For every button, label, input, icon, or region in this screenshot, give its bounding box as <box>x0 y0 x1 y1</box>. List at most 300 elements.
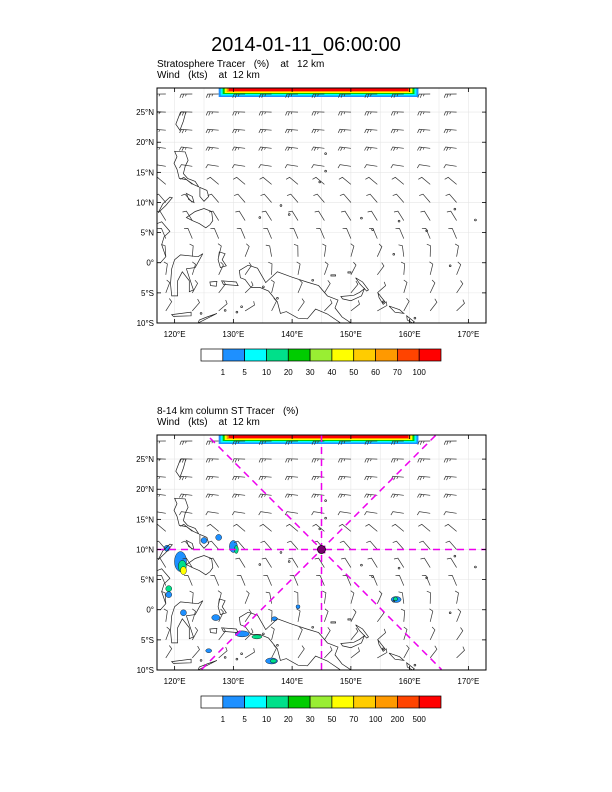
tracer-blob <box>212 615 220 621</box>
colorbar-label: 30 <box>305 368 315 377</box>
wind-barb <box>210 229 218 239</box>
wind-barb <box>391 147 404 151</box>
island <box>398 567 400 569</box>
wind-barb <box>391 165 404 169</box>
island <box>262 286 264 288</box>
wind-barb <box>324 646 332 658</box>
lat-label: 5°N <box>140 228 154 238</box>
wind-barb <box>444 441 456 445</box>
wind-barb <box>430 299 437 311</box>
wind-barb <box>313 524 325 531</box>
wind-barb <box>417 494 430 498</box>
tracer-blob <box>272 617 278 621</box>
colorbar-label: 50 <box>327 715 337 724</box>
wind-barb <box>298 646 304 658</box>
colorbar-box <box>201 349 223 361</box>
wind-barb <box>417 147 430 151</box>
wind-barb <box>366 194 377 202</box>
lat-label: 25°N <box>136 455 154 465</box>
wind-barb <box>158 229 166 239</box>
wind-barb <box>427 591 431 604</box>
wind-barb <box>218 591 221 604</box>
wind-barb <box>266 245 272 257</box>
panel2-title-line2: Wind (kts) at 12 km <box>157 417 260 428</box>
coastline <box>389 306 404 313</box>
wind-barb <box>294 244 298 256</box>
coastline <box>348 272 351 273</box>
wind-barb <box>234 194 245 202</box>
tracer-blob <box>166 592 172 598</box>
wind-barb <box>322 244 326 257</box>
wind-barb <box>263 229 271 239</box>
lon-label: 130°E <box>222 677 245 686</box>
wind-barb <box>419 194 430 202</box>
coastline <box>186 193 194 202</box>
wind-barb <box>377 263 384 275</box>
island <box>288 561 290 563</box>
wind-barb <box>210 576 218 586</box>
tracer-blob <box>216 534 222 540</box>
wind-barb <box>377 244 382 257</box>
panel1-map-content <box>153 82 486 326</box>
colorbar-box <box>419 349 441 361</box>
wind-barb <box>233 129 246 133</box>
wind-barb <box>235 211 245 220</box>
panel2-tracer-blobs <box>164 534 401 664</box>
colorbar-box <box>266 349 288 361</box>
wind-barb <box>156 558 166 567</box>
wind-barb <box>179 512 192 515</box>
wind-barb <box>206 494 219 498</box>
panel2-colorbar <box>201 696 441 724</box>
colorbar-box <box>354 696 376 708</box>
coastline <box>171 601 203 643</box>
wind-barb <box>190 244 194 257</box>
colorbar-label: 500 <box>412 715 426 724</box>
wind-barb <box>418 129 431 133</box>
wind-barb <box>166 646 172 658</box>
wind-barb <box>219 628 226 640</box>
wind-barb <box>259 512 272 515</box>
wind-barb <box>206 94 218 98</box>
wind-barb <box>324 609 328 622</box>
wind-barb <box>312 147 325 151</box>
wind-barb <box>208 194 219 202</box>
lat-label: 25°N <box>136 108 154 118</box>
wind-barb <box>271 627 274 640</box>
island <box>224 309 226 311</box>
panel1-title-line2: Wind (kts) at 12 km <box>157 70 260 81</box>
wind-barb <box>351 281 358 293</box>
colorbar-box <box>310 696 332 708</box>
wind-barb <box>156 211 166 220</box>
tracer-blob <box>201 537 207 543</box>
wind-barb <box>166 280 170 293</box>
wind-barb <box>391 512 404 515</box>
wind-barb <box>206 512 219 515</box>
island <box>325 517 327 519</box>
wind-barb <box>233 524 245 531</box>
wind-barb <box>232 147 245 151</box>
island <box>382 648 384 650</box>
wind-barb <box>232 165 245 169</box>
wind-barb <box>312 165 325 169</box>
wind-barb <box>396 576 404 586</box>
wind-barb <box>285 129 298 133</box>
island <box>449 265 451 267</box>
wind-barb <box>338 147 351 151</box>
wind-barb <box>316 229 324 239</box>
panel2-coastlines <box>157 459 476 673</box>
wind-barb <box>457 281 463 293</box>
wind-barb <box>315 211 325 220</box>
colorbar-box <box>310 349 332 361</box>
coastline <box>198 313 217 323</box>
panel1-tracer-band <box>219 88 419 97</box>
wind-barb <box>351 591 354 604</box>
island <box>382 301 384 303</box>
coastline <box>389 653 404 660</box>
wind-barb <box>288 558 298 567</box>
lon-label: 130°E <box>222 330 245 339</box>
coastline <box>158 197 172 213</box>
wind-barb <box>351 609 356 622</box>
island <box>224 656 226 658</box>
wind-barb <box>271 280 274 293</box>
wind-barb <box>401 609 405 622</box>
coastline <box>407 663 415 670</box>
wind-barb <box>421 211 431 220</box>
wind-barb <box>192 627 197 640</box>
island <box>288 214 290 216</box>
lat-label: 20°N <box>136 485 154 495</box>
island <box>205 325 207 327</box>
coastline <box>174 498 199 534</box>
colorbar-box <box>288 349 310 361</box>
wind-barb <box>457 628 463 640</box>
panel1-map <box>136 82 486 339</box>
wind-barb <box>404 298 409 311</box>
wind-barb <box>457 262 461 275</box>
wind-barb <box>430 646 437 658</box>
wind-barb <box>399 245 404 257</box>
wind-barb <box>341 558 351 567</box>
wind-barb <box>401 262 405 275</box>
wind-barb <box>237 576 245 586</box>
island <box>262 633 264 635</box>
page-title: 2014-01-11_06:00:00 <box>211 34 401 56</box>
wind-barb <box>192 299 199 311</box>
wind-barb <box>207 177 219 184</box>
wind-barb <box>192 262 195 275</box>
colorbar-box <box>397 696 419 708</box>
wind-barb <box>313 194 324 202</box>
wind-barb <box>430 262 433 275</box>
coastline <box>186 540 194 549</box>
lat-label: 15°N <box>136 515 154 525</box>
wind-barb <box>338 129 351 133</box>
wind-barb <box>404 280 407 293</box>
wind-barb <box>418 94 430 98</box>
wind-barb <box>184 576 192 586</box>
wind-barb <box>260 524 272 531</box>
wind-barb <box>392 524 404 531</box>
colorbar-label: 20 <box>283 715 293 724</box>
wind-barb <box>287 541 298 549</box>
wind-barb <box>206 147 219 151</box>
colorbar-label: 10 <box>262 715 271 724</box>
wind-barb <box>417 512 430 515</box>
wind-barb <box>192 280 197 293</box>
wind-barb <box>245 244 249 257</box>
wind-barb <box>235 558 245 567</box>
wind-barb <box>298 299 304 311</box>
wind-barb <box>268 262 272 275</box>
wind-barb <box>392 177 404 184</box>
colorbar-label: 1 <box>220 368 226 377</box>
island <box>205 672 207 674</box>
wind-barb <box>262 558 272 567</box>
wind-barb <box>287 194 298 202</box>
wind-barb <box>179 494 192 498</box>
colorbar-box <box>332 349 354 361</box>
wind-barb <box>368 211 378 220</box>
island <box>312 626 314 628</box>
wind-barb <box>313 177 325 184</box>
island <box>277 297 279 299</box>
panel2-title-line1: 8-14 km column ST Tracer (%) <box>157 406 299 417</box>
wind-barb <box>365 177 377 184</box>
wind-barb <box>418 177 430 184</box>
wind-barb <box>179 147 192 151</box>
wind-barb <box>419 541 430 549</box>
wind-barb <box>297 262 300 275</box>
wind-barb <box>393 541 404 549</box>
lat-label: 5°S <box>141 288 154 298</box>
panel1-gridlines <box>157 82 486 323</box>
wind-barb <box>259 147 272 151</box>
wind-barb <box>418 524 430 531</box>
wind-barb <box>444 147 457 151</box>
colorbar-box <box>397 349 419 361</box>
wind-barb <box>154 177 166 184</box>
lon-label: 140°E <box>281 330 304 339</box>
lat-label: 5°S <box>141 635 154 645</box>
wind-barb <box>285 165 298 169</box>
wind-barb <box>259 165 272 169</box>
lat-label: 10°S <box>136 319 154 328</box>
island <box>277 644 279 646</box>
crosshair-center-marker <box>318 545 326 553</box>
wind-barb <box>366 541 377 549</box>
coastline <box>378 293 386 304</box>
island <box>280 205 282 207</box>
wind-barb <box>444 129 457 133</box>
lat-label: 15°N <box>136 168 154 178</box>
wind-barb <box>316 576 324 586</box>
island <box>236 658 238 660</box>
wind-barb <box>365 524 377 531</box>
colorbar-label: 70 <box>349 715 359 724</box>
wind-barb <box>445 524 457 531</box>
colorbar-box <box>266 696 288 708</box>
wind-barb <box>180 524 192 531</box>
wind-barb <box>232 494 245 498</box>
colorbar-label: 5 <box>242 715 247 724</box>
wind-barb <box>245 262 251 274</box>
lat-label: 10°S <box>136 666 154 675</box>
island <box>200 312 202 314</box>
wind-barb <box>391 494 404 498</box>
wind-barb <box>294 591 298 603</box>
wind-barb <box>417 165 430 169</box>
wind-barb <box>312 129 325 133</box>
wind-barb <box>351 628 358 640</box>
wind-barb <box>166 299 172 311</box>
wind-barb <box>430 609 433 622</box>
lon-label: 140°E <box>281 677 304 686</box>
wind-barb <box>445 177 457 184</box>
island <box>414 317 416 319</box>
lat-label: 20°N <box>136 138 154 148</box>
wind-barb <box>315 558 325 567</box>
wind-barb <box>285 476 298 480</box>
colorbar-box <box>376 696 398 708</box>
colorbar-label: 70 <box>392 368 402 377</box>
colorbar-box <box>223 349 245 361</box>
lon-label: 170°E <box>457 330 480 339</box>
wind-barb <box>266 592 272 604</box>
wind-barb <box>180 94 192 98</box>
island <box>454 555 456 557</box>
wind-barb <box>153 129 166 133</box>
wind-barb <box>260 177 272 184</box>
colorbar-label: 5 <box>242 368 247 377</box>
wind-barb <box>206 476 219 480</box>
wind-barb <box>427 244 431 257</box>
coastline <box>210 628 217 633</box>
wind-barb <box>312 512 325 515</box>
lon-label: 160°E <box>398 677 421 686</box>
wind-barb <box>153 494 166 498</box>
wind-barb <box>179 165 192 169</box>
colorbar-label: 10 <box>262 368 271 377</box>
wind-barb <box>404 645 409 658</box>
wind-barb <box>153 512 166 515</box>
wind-barb <box>288 211 298 220</box>
wind-barb <box>153 441 165 445</box>
wind-barb <box>324 627 330 640</box>
wind-barb <box>340 194 351 202</box>
wind-barb <box>245 609 251 621</box>
panel1-coastlines <box>157 112 476 326</box>
wind-barb <box>444 165 457 169</box>
colorbar-label: 20 <box>283 368 293 377</box>
wind-barb <box>444 494 457 498</box>
wind-barb <box>233 476 246 480</box>
wind-barb <box>448 229 456 239</box>
panel2-tracer-band <box>219 435 419 444</box>
wind-barb <box>377 591 382 604</box>
wind-barb <box>245 648 254 658</box>
wind-barb <box>245 591 249 604</box>
wind-barb <box>272 645 277 658</box>
wind-barb <box>457 300 465 311</box>
wind-barb <box>351 262 356 275</box>
tracer-blob <box>166 586 172 592</box>
wind-barb <box>430 280 435 293</box>
coastline <box>176 112 186 130</box>
wind-barb <box>180 441 192 445</box>
wind-barb <box>430 627 435 640</box>
wind-barb <box>268 609 272 622</box>
island <box>454 208 456 210</box>
lat-label: 5°N <box>140 575 154 585</box>
island <box>259 564 261 566</box>
colorbar-box <box>332 696 354 708</box>
wind-barb <box>446 194 457 202</box>
island <box>475 566 477 568</box>
colorbar-label: 100 <box>412 368 426 377</box>
colorbar-box <box>223 696 245 708</box>
coastline <box>239 265 353 326</box>
wind-barb <box>261 541 272 549</box>
wind-barb <box>209 211 219 220</box>
wind-barb <box>158 576 166 586</box>
wind-barb <box>351 300 360 310</box>
wind-barb <box>421 558 431 567</box>
wind-barb <box>312 494 325 498</box>
wind-barb <box>219 281 226 293</box>
island <box>414 664 416 666</box>
wind-barb <box>218 244 221 257</box>
island <box>241 653 243 655</box>
colorbar-box <box>245 696 267 708</box>
coastline <box>174 151 199 187</box>
coastline <box>348 619 351 620</box>
wind-barb <box>180 476 193 480</box>
island <box>325 153 327 155</box>
island <box>449 612 451 614</box>
coastline <box>210 281 217 286</box>
colorbar-label: 200 <box>390 715 405 724</box>
wind-barb <box>261 194 272 202</box>
wind-barb <box>447 211 457 220</box>
wind-barb <box>290 229 298 239</box>
coastline <box>407 316 415 323</box>
wind-barb <box>377 629 385 640</box>
wind-barb <box>351 647 360 658</box>
wind-barb <box>457 647 465 658</box>
colorbar-label: 60 <box>371 368 380 377</box>
wind-barb <box>164 609 168 622</box>
wind-barb <box>180 177 192 184</box>
colorbar-label: 100 <box>368 715 383 724</box>
coastline <box>331 275 336 276</box>
wind-barb <box>206 129 219 133</box>
wind-barb <box>339 177 351 184</box>
wind-barb <box>192 646 199 658</box>
wind-barb <box>444 476 457 480</box>
wind-barb <box>338 165 351 169</box>
wind-barb <box>394 558 404 567</box>
wind-barb <box>393 194 404 202</box>
wind-barb <box>166 627 170 640</box>
wind-barb <box>447 558 457 567</box>
wind-barb <box>418 476 431 480</box>
colorbar-box <box>245 349 267 361</box>
tracer-blob <box>180 610 186 616</box>
